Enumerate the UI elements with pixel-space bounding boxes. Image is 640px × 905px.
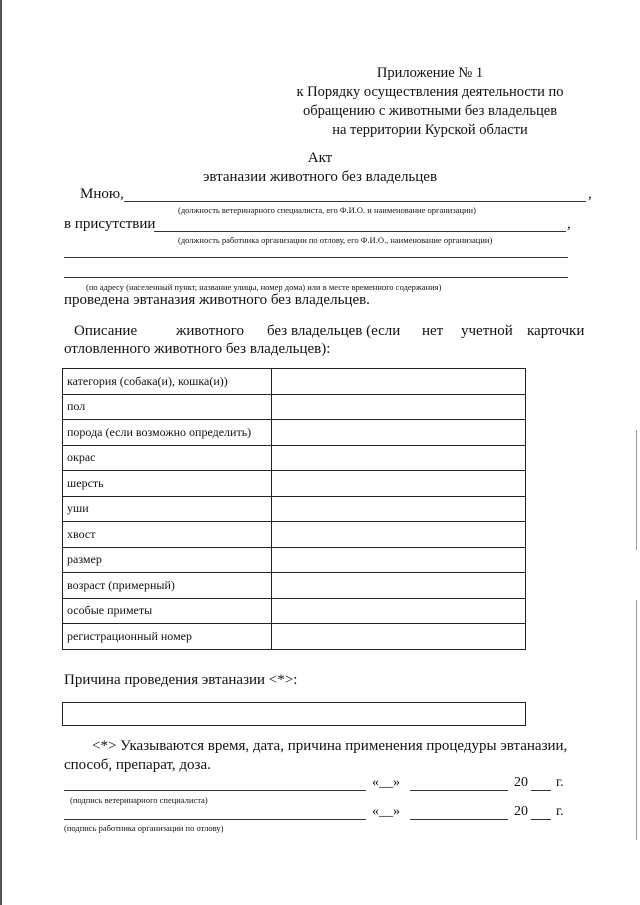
table-row — [63, 624, 526, 650]
catcher-date-day: «__» — [372, 804, 400, 819]
address-field-line — [64, 277, 568, 278]
presence-field-line — [154, 231, 566, 232]
row-label: регистрационный номер — [63, 624, 272, 650]
by-me-field-line — [124, 201, 586, 202]
description-intro-word: Описание — [74, 323, 138, 339]
row-label: категория (собака(и), кошка(и)) — [63, 369, 272, 395]
row-value-cell[interactable] — [272, 573, 526, 599]
by-me-caption: (должность ветеринарного специалиста, его Ф.И.О. и наименование организации) — [178, 205, 476, 215]
scan-left-edge — [0, 0, 2, 905]
table-row — [63, 394, 526, 420]
vet-date-day: «__» — [372, 775, 400, 790]
row-label: хвост — [63, 522, 272, 548]
catcher-signature-caption: (подпись работника организации по отлову) — [64, 823, 224, 833]
vet-year-prefix: 20 — [514, 775, 528, 790]
description-intro-line2: отловленного животного без владельцев): — [64, 341, 331, 357]
by-me-comma: , — [588, 186, 592, 202]
row-value-cell[interactable] — [272, 547, 526, 573]
vet-signature-line — [64, 790, 366, 791]
scan-right-edge-mark — [636, 600, 637, 840]
table-row — [63, 573, 526, 599]
row-label: особые приметы — [63, 598, 272, 624]
description-intro-word: карточки — [527, 323, 585, 339]
address-caption: (по адресу (населенный пункт, название улицы, номер дома) или в месте временного содержания) — [86, 282, 442, 292]
table-row — [63, 598, 526, 624]
vet-year-line — [531, 790, 551, 791]
row-label: возраст (примерный) — [63, 573, 272, 599]
row-label: размер — [63, 547, 272, 573]
reason-label: Причина проведения эвтаназии <*>: — [64, 672, 298, 688]
row-value-cell[interactable] — [272, 394, 526, 420]
table-row — [63, 522, 526, 548]
row-value-cell[interactable] — [272, 496, 526, 522]
annex-line: к Порядку осуществления деятельности по — [296, 84, 564, 100]
vet-year-suffix: г. — [556, 775, 564, 790]
description-intro-word: учетной — [461, 323, 513, 339]
animal-description-table — [62, 368, 526, 650]
table-row — [63, 496, 526, 522]
annex-line: на территории Курской области — [332, 122, 528, 138]
catcher-date-month-line — [410, 819, 508, 820]
catcher-signature-line — [64, 819, 366, 820]
table-row — [63, 471, 526, 497]
presence-comma: , — [567, 216, 571, 232]
reason-input-box[interactable] — [62, 702, 526, 726]
presence-label: в присутствии — [64, 216, 156, 232]
vet-date-month-line — [410, 790, 508, 791]
by-me-label: Мною, — [80, 186, 124, 202]
table-row — [63, 420, 526, 446]
row-label: шерсть — [63, 471, 272, 497]
description-intro-word: животного — [176, 323, 245, 339]
description-intro-word: нет — [422, 323, 444, 339]
row-label: окрас — [63, 445, 272, 471]
table-row — [63, 445, 526, 471]
row-value-cell[interactable] — [272, 598, 526, 624]
annex-number: Приложение № 1 — [376, 65, 484, 81]
euthanasia-performed-text: проведена эвтаназия животного без владельцев. — [64, 292, 370, 308]
footnote-line1: <*> Указываются время, дата, причина применения процедуры эвтаназии, — [92, 738, 568, 754]
scan-right-edge-mark — [636, 430, 637, 550]
table-row — [63, 369, 526, 395]
catcher-year-prefix: 20 — [514, 804, 528, 819]
description-intro-word: без владельцев (если — [267, 323, 401, 339]
row-value-cell[interactable] — [272, 445, 526, 471]
vet-signature-caption: (подпись ветеринарного специалиста) — [70, 795, 208, 805]
presence-caption: (должность работника организации по отлову, его Ф.И.О., наименование организации) — [178, 235, 493, 245]
row-value-cell[interactable] — [272, 369, 526, 395]
act-title: Акт — [307, 150, 333, 166]
row-value-cell[interactable] — [272, 471, 526, 497]
row-label: порода (если возможно определить) — [63, 420, 272, 446]
row-value-cell[interactable] — [272, 522, 526, 548]
table-row — [63, 547, 526, 573]
annex-line: обращению с животными без владельцев — [302, 103, 558, 119]
act-subtitle: эвтаназии животного без владельцев — [202, 169, 438, 185]
row-value-cell[interactable] — [272, 624, 526, 650]
row-value-cell[interactable] — [272, 420, 526, 446]
row-label: пол — [63, 394, 272, 420]
catcher-year-line — [531, 819, 551, 820]
address-field-line — [64, 257, 568, 258]
footnote-line2: способ, препарат, доза. — [64, 757, 211, 773]
catcher-year-suffix: г. — [556, 804, 564, 819]
annex-block — [280, 64, 580, 140]
row-label: уши — [63, 496, 272, 522]
